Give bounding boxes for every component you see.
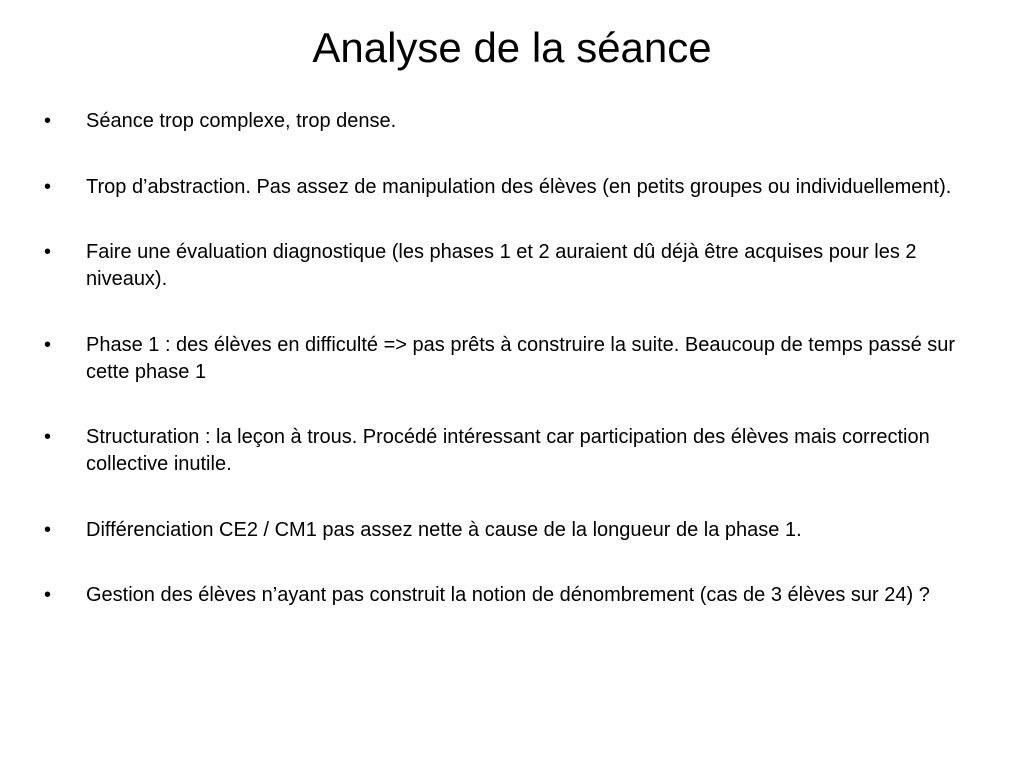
bullet-icon: • xyxy=(44,110,52,132)
bullet-item xyxy=(44,517,964,544)
bullet-list xyxy=(44,108,964,648)
bullet-text: Structuration : la leçon à trous. Procédé intéressant car participation des élèves mais correction collective inutile. xyxy=(86,426,930,475)
bullet-text: Phase 1 : des élèves en difficulté => pas prêts à construire la suite. Beaucoup de temps passé sur cette phase 1 xyxy=(86,333,956,383)
bullet-icon: • xyxy=(44,518,52,541)
bullet-text: Différenciation CE2 / CM1 pas assez nette à cause de la longueur de la phase 1. xyxy=(86,518,802,541)
slide-title: Analyse de la séance xyxy=(312,24,712,71)
bullet-icon: • xyxy=(44,175,52,198)
bullet-item xyxy=(44,239,964,293)
bullet-item xyxy=(44,424,964,478)
bullet-icon: • xyxy=(44,426,52,448)
bullet-icon: • xyxy=(44,241,52,263)
bullet-text: Gestion des élèves n’ayant pas construit la notion de dénombrement (cas de 3 élèves sur 24) ? xyxy=(86,584,930,606)
bullet-item xyxy=(44,582,964,609)
bullet-item xyxy=(44,108,964,135)
bullet-text: Séance trop complexe, trop dense. xyxy=(86,110,397,132)
bullet-icon: • xyxy=(44,333,52,356)
bullet-text: Faire une évaluation diagnostique (les phases 1 et 2 auraient dû déjà être acquises pour les 2 niveaux). xyxy=(86,241,917,290)
bullet-item xyxy=(44,174,964,201)
bullet-icon: • xyxy=(44,584,52,606)
bullet-item xyxy=(44,332,964,386)
bullet-text: Trop d’abstraction. Pas assez de manipulation des élèves (en petits groupes ou individuellement). xyxy=(86,175,952,198)
